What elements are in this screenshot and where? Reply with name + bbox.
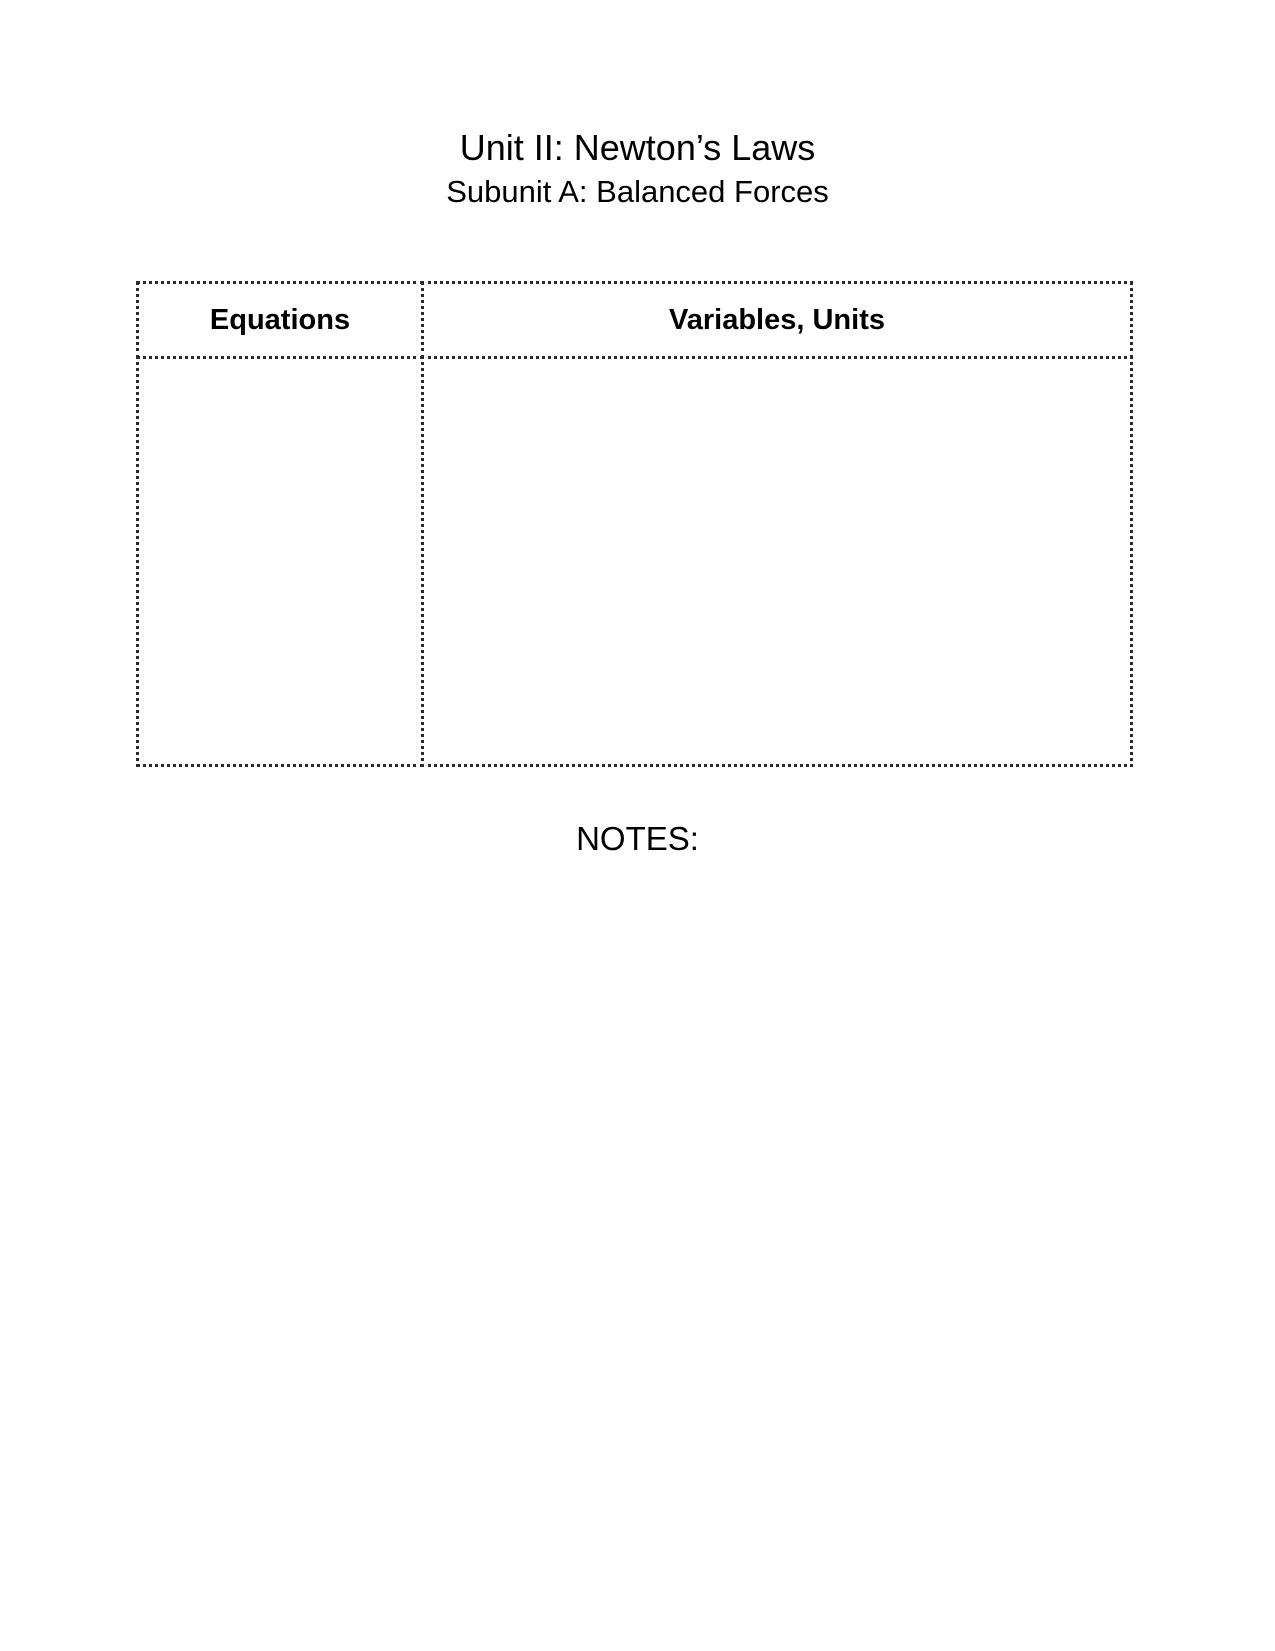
equations-header: Equations [209,303,351,336]
variables-units-cell [421,356,1133,767]
page-title: Unit II: Newton’s Laws [459,127,816,168]
variables-units-header: Variables, Units [669,303,885,336]
equations-header-cell [136,281,424,359]
equations-cell [136,356,424,767]
page-subtitle: Subunit A: Balanced Forces [446,174,829,209]
notes-label: NOTES: [576,820,699,857]
equations-table [136,281,1133,767]
variables-header-cell [421,281,1133,359]
